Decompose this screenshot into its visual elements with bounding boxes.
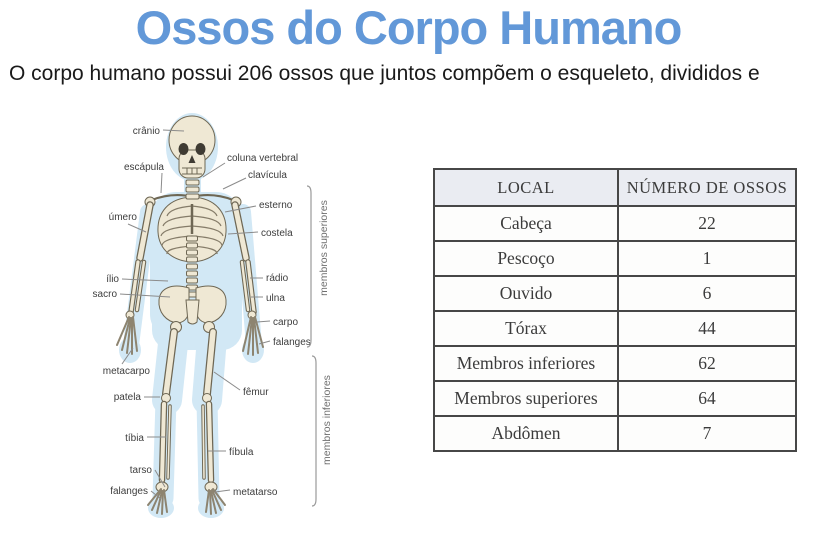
skeleton-label-sacro: sacro: [92, 289, 117, 300]
table-header-row: [434, 169, 796, 206]
table-row: [434, 276, 796, 311]
skeleton-label-carpo: carpo: [273, 317, 299, 328]
skeleton-label-umero: úmero: [108, 212, 137, 223]
skeleton-label-patela: patela: [113, 392, 141, 403]
skeleton-label-clavicula: clavícula: [248, 170, 287, 181]
cell-bone-count: 6: [618, 276, 796, 311]
intro-text: O corpo humano possui 206 ossos que juntos compõem o esqueleto, divididos e: [9, 62, 760, 85]
table-row: [434, 311, 796, 346]
skeleton-label-metatarso: metatarso: [233, 487, 278, 498]
cell-bone-count: 64: [618, 381, 796, 416]
skeleton-label-tibia: tíbia: [125, 433, 144, 444]
table-row: [434, 416, 796, 451]
cell-local: Cabeça: [434, 206, 618, 241]
bracket-label-membros-inferiores: membros inferiores: [321, 375, 333, 465]
skeleton-label-costela: costela: [261, 228, 293, 239]
table-row: [434, 241, 796, 276]
cell-bone-count: 1: [618, 241, 796, 276]
header-local: LOCAL: [434, 169, 618, 206]
skeleton-label-radio: rádio: [266, 273, 289, 284]
skeleton-label-fibula: fíbula: [229, 447, 254, 458]
cell-local: Membros superiores: [434, 381, 618, 416]
table-row: [434, 381, 796, 416]
header-numero-de-ossos: NÚMERO DE OSSOS: [618, 169, 796, 206]
limb-brackets: [307, 186, 333, 506]
bones-table: [433, 168, 797, 452]
cell-local: Abdômen: [434, 416, 618, 451]
skeleton-label-falanges: falanges: [273, 337, 311, 348]
skeleton-label-ilio: ílio: [106, 274, 119, 285]
skeleton-label-esterno: esterno: [259, 200, 293, 211]
cell-bone-count: 62: [618, 346, 796, 381]
bracket-label-membros-superiores: membros superiores: [318, 200, 330, 296]
table-row: [434, 206, 796, 241]
cell-local: Pescoço: [434, 241, 618, 276]
skeleton-label-falanges: falanges: [110, 486, 148, 497]
skeleton-label-ulna: ulna: [266, 293, 285, 304]
cell-local: Membros inferiores: [434, 346, 618, 381]
bracket-membros-superiores: [307, 186, 311, 347]
cell-local: Tórax: [434, 311, 618, 346]
skeleton-label-cranio: crânio: [132, 126, 160, 137]
bracket-membros-inferiores: [312, 356, 316, 506]
leader-line-escapula: [161, 173, 162, 193]
skeleton-label-tarso: tarso: [129, 465, 152, 476]
cell-bone-count: 22: [618, 206, 796, 241]
leader-line-clavicula: [223, 178, 246, 189]
cell-bone-count: 44: [618, 311, 796, 346]
cell-local: Ouvido: [434, 276, 618, 311]
skeleton-label-coluna-vertebral: coluna vertebral: [227, 153, 299, 164]
skeleton-label-metacarpo: metacarpo: [102, 366, 150, 377]
cell-bone-count: 7: [618, 416, 796, 451]
skeleton-label-femur: fêmur: [243, 387, 269, 398]
page-title: Ossos do Corpo Humano: [135, 1, 682, 54]
table-row: [434, 346, 796, 381]
skeleton-label-escapula: escápula: [123, 162, 164, 173]
